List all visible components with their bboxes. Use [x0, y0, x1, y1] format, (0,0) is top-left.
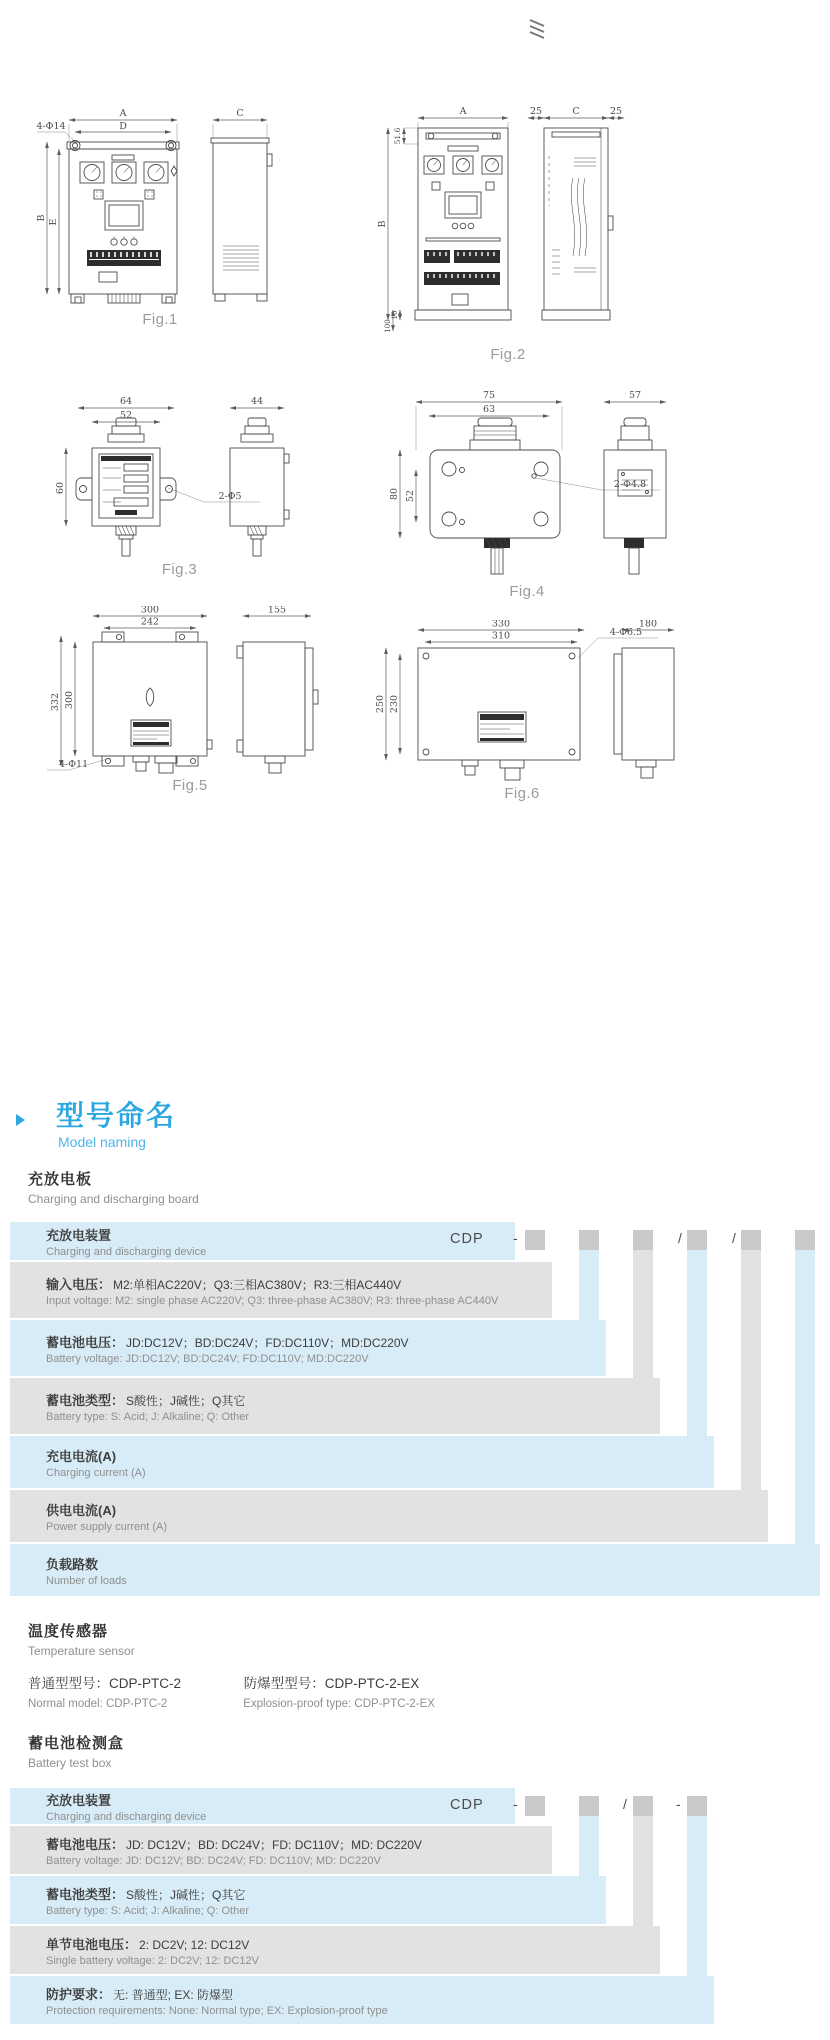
model-code-box: [633, 1796, 653, 1816]
row-label-en: Battery type: S: Acid; J: Alkaline; Q: Other: [46, 1904, 249, 1917]
model-code-box: [687, 1796, 707, 1816]
dim-label: C: [572, 106, 580, 117]
dim-label: 2-Φ5: [218, 491, 242, 502]
sensor-heading-zh: 温度传感器: [28, 1623, 109, 1640]
row-label-en: Charging and discharging device: [46, 1810, 207, 1823]
dim-label: 310: [491, 630, 511, 642]
figure-2: [368, 98, 648, 363]
board-heading-zh: 充放电板: [28, 1171, 93, 1188]
model-code-box: [525, 1796, 545, 1816]
fig1-caption: Fig.1: [142, 311, 178, 328]
row-label-en: Number of loads: [46, 1574, 127, 1587]
model-row-battery-type: [10, 1876, 606, 1924]
model-row-protection: [10, 1976, 714, 2024]
sensor-heading: [28, 1620, 135, 1658]
dim-label: 300: [64, 690, 75, 710]
fig6-caption: Fig.6: [504, 785, 540, 802]
model-row-single-battery-voltage: [10, 1926, 660, 1974]
fig2-side-view: [528, 106, 624, 320]
row-label-en: Charging and discharging device: [46, 1245, 207, 1258]
dim-label: 44: [250, 396, 264, 407]
row-detail-zh: S酸性；J碱性；Q其它: [126, 1393, 246, 1408]
model-code-separator: -: [676, 1796, 681, 1812]
model-code-separator: /: [678, 1230, 682, 1246]
dim-label: 57: [628, 390, 642, 401]
ladder-connector: [687, 1816, 707, 1976]
row-detail-zh: 无: 普通型; EX: 防爆型: [113, 1987, 234, 2002]
model-code-separator: /: [732, 1230, 736, 1246]
fig6-side-view: [614, 620, 674, 778]
testbox-heading-en: Battery test box: [28, 1756, 112, 1770]
row-detail-zh: M2:单相AC220V；Q3:三相AC380V；R3:三相AC440V: [113, 1277, 402, 1292]
row-label-en: Power supply current (A): [46, 1520, 168, 1533]
dim-label: 100: [384, 319, 392, 333]
fig4-front-view: [389, 390, 660, 574]
fig2-drawing: [368, 98, 648, 343]
testbox-heading: [28, 1732, 124, 1770]
model-code-box: [633, 1230, 653, 1250]
model-row-device: [10, 1788, 515, 1824]
model-row-number-of-loads: [10, 1544, 820, 1596]
model-row-device: [10, 1222, 515, 1260]
fig2-front-view: [377, 106, 511, 333]
dim-label: 51.6: [393, 127, 402, 145]
row-label-zh: 充电电流(A): [46, 1448, 117, 1464]
row-label-en: Protection requirements: None: Normal type; EX: Explosion-proof type: [46, 2004, 388, 2017]
dim-label: 63: [482, 404, 496, 415]
dim-label: 4-Φ6.5: [609, 627, 643, 638]
model-row-input-voltage: [10, 1262, 552, 1318]
fig3-caption: Fig.3: [161, 561, 198, 578]
dim-label: 80: [389, 487, 400, 501]
figure-4: [372, 390, 682, 600]
ladder-connector: [741, 1250, 761, 1490]
row-label-zh: 输入电压：: [46, 1276, 112, 1292]
ladder-connector: [795, 1250, 815, 1544]
row-label-zh: 防护要求：: [46, 1986, 112, 2002]
fig3-side-view: [230, 396, 289, 556]
dim-label: 330: [491, 620, 511, 630]
row-label-en: Battery type: S: Acid; J: Alkaline; Q: Other: [46, 1410, 249, 1423]
dim-label: B: [36, 214, 47, 222]
model-row-charging-current: [10, 1436, 714, 1488]
dim-label: 4-Φ11: [59, 759, 89, 770]
dim-label: A: [119, 108, 127, 119]
logo-mark: [526, 16, 548, 42]
sensor-heading-en: Temperature sensor: [28, 1644, 135, 1658]
fig6-drawing: [362, 620, 682, 782]
figure-1: [35, 98, 285, 328]
row-label-en: Single battery voltage: 2: DC2V; 12: DC12V: [46, 1954, 259, 1967]
fig5-drawing: [45, 606, 335, 774]
testbox-heading-zh: 蓄电池检测盒: [28, 1735, 125, 1752]
dim-label: D: [119, 121, 127, 132]
sensor-normal-en: Normal model: CDP-PTC-2: [28, 1698, 168, 1710]
fig6-front-view: [375, 620, 658, 780]
dim-label: 180: [638, 620, 658, 630]
model-code-box: [687, 1230, 707, 1250]
row-detail-zh: 2: DC2V; 12: DC12V: [139, 1937, 250, 1952]
sensor-models-en: [28, 1698, 435, 1710]
section-arrow-icon: [16, 1114, 25, 1126]
row-label-en: Charging current (A): [46, 1466, 146, 1479]
fig4-caption: Fig.4: [509, 583, 545, 600]
model-code-box: [579, 1796, 599, 1816]
fig5-front-view: [47, 606, 212, 773]
model-code-prefix: CDP: [450, 1231, 484, 1247]
dim-label: 25: [609, 106, 623, 117]
dim-label: 75: [482, 390, 496, 401]
dim-label: 52: [405, 489, 416, 503]
dim-label: E: [48, 218, 59, 226]
fig3-front-view: [55, 396, 260, 556]
row-label-en: Input voltage: M2: single phase AC220V; Q3: three-phase AC380V; R3: three-phase AC440V: [46, 1294, 499, 1307]
row-label-zh: 蓄电池类型：: [46, 1886, 125, 1902]
row-label-zh: 供电电流(A): [46, 1502, 117, 1518]
row-label-zh: 蓄电池电压：: [46, 1334, 125, 1350]
ladder-connector: [687, 1250, 707, 1436]
dim-label: 64: [119, 396, 133, 407]
fig1-side-view: [211, 108, 272, 301]
board-heading: [28, 1168, 199, 1206]
ladder-connector: [633, 1250, 653, 1378]
model-code-box: [579, 1230, 599, 1250]
row-label-zh: 蓄电池电压：: [46, 1836, 125, 1852]
model-code-prefix: CDP: [450, 1797, 484, 1813]
sensor-models-zh: [28, 1672, 419, 1692]
row-label-zh: 蓄电池类型：: [46, 1392, 125, 1408]
fig1-front-view: [36, 108, 179, 303]
figure-6: [362, 620, 682, 802]
row-label-zh: 负载路数: [46, 1556, 99, 1572]
dim-label: 60: [55, 481, 66, 495]
row-label-en: Battery voltage: JD: DC12V; BD: DC24V; FD: DC110V; MD: DC220V: [46, 1854, 381, 1867]
ladder-connector: [579, 1816, 599, 1876]
fig1-drawing: [35, 98, 285, 308]
dim-label: A: [459, 106, 467, 117]
model-code-separator: -: [513, 1796, 518, 1812]
figure-3: [52, 396, 307, 578]
board-heading-en: Charging and discharging board: [28, 1192, 199, 1206]
sensor-ex-en: Explosion-proof type: CDP-PTC-2-EX: [243, 1698, 435, 1710]
model-code-separator: -: [513, 1230, 518, 1246]
fig4-drawing: [372, 390, 682, 580]
model-table-testbox: [10, 1788, 822, 2024]
model-code-box: [795, 1230, 815, 1250]
row-label-en: Battery voltage: JD:DC12V; BD:DC24V; FD:DC110V; MD:DC220V: [46, 1352, 369, 1365]
dim-label: 300: [140, 606, 160, 616]
sensor-normal-zh: 普通型型号：CDP-PTC-2: [28, 1676, 182, 1691]
fig5-caption: Fig.5: [172, 777, 208, 794]
model-code-box: [741, 1230, 761, 1250]
dim-label: C: [236, 108, 244, 119]
dim-label: 2-Φ4.8: [613, 479, 647, 490]
ladder-connector: [579, 1250, 599, 1320]
sensor-ex-zh: 防爆型型号：CDP-PTC-2-EX: [243, 1676, 420, 1691]
model-code-separator: /: [623, 1796, 627, 1812]
row-detail-zh: JD:DC12V；BD:DC24V；FD:DC110V；MD:DC220V: [126, 1335, 409, 1350]
fig3-drawing: [52, 396, 307, 558]
row-detail-zh: JD: DC12V；BD: DC24V；FD: DC110V；MD: DC220V: [126, 1837, 422, 1852]
section-title-zh: 型号命名: [56, 1100, 177, 1131]
dim-label: 230: [389, 694, 400, 714]
model-code-box: [525, 1230, 545, 1250]
fig5-side-view: [237, 606, 318, 773]
row-label-zh: 充放电装置: [46, 1227, 112, 1243]
fig2-caption: Fig.2: [490, 346, 526, 363]
model-table-board: [10, 1222, 822, 1596]
row-label-zh: 充放电装置: [46, 1792, 112, 1808]
dim-label: 10: [391, 310, 399, 320]
dim-label: 242: [140, 616, 160, 628]
dim-label: 250: [375, 694, 386, 714]
row-detail-zh: S酸性；J碱性；Q其它: [126, 1887, 246, 1902]
dim-label: 52: [119, 410, 133, 421]
dim-label: 155: [267, 606, 287, 616]
dim-label: B: [377, 220, 388, 228]
ladder-connector: [633, 1816, 653, 1926]
figure-5: [45, 606, 335, 794]
model-row-battery-voltage: [10, 1320, 606, 1376]
model-row-supply-current: [10, 1490, 768, 1542]
section-title-en: Model naming: [58, 1134, 146, 1150]
dim-label: 332: [50, 692, 61, 712]
dim-label: 25: [529, 106, 543, 117]
model-row-battery-type: [10, 1378, 660, 1434]
row-label-zh: 单节电池电压：: [46, 1936, 138, 1952]
model-row-battery-voltage: [10, 1826, 552, 1874]
dim-label: 4-Φ14: [36, 121, 66, 132]
